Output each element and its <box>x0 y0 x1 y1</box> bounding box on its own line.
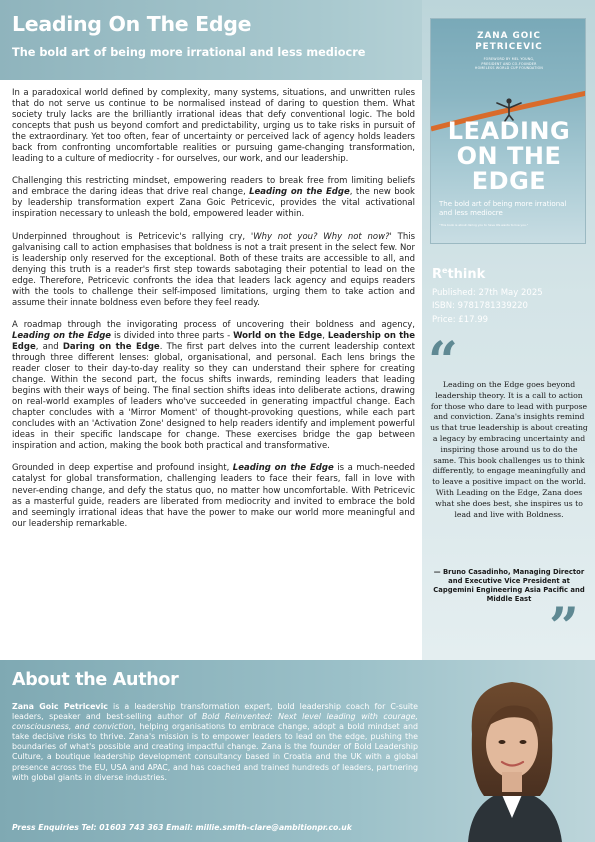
book-cover-image <box>430 18 586 244</box>
quote-open-icon: “ <box>428 331 458 392</box>
book-cover-title: LEADING ON THE EDGE <box>447 117 571 195</box>
publisher-logo: $R^ethink$ <box>432 266 486 282</box>
page-subtitle: The bold art of being more irrational and less mediocre <box>12 46 366 59</box>
about-title: About the Author <box>12 670 179 690</box>
page-title: Leading On The Edge <box>12 12 252 36</box>
article-paragraph: Grounded in deep expertise and profound insight, Leading on the Edge is a much-needed catalyst for global transformation, challenging leaders to face their fears, fall in love with never-ending change, and defy the status quo, no matter how uncomfortable. With Petricevic as a masterful guide, readers are liberated from mediocrity and invited to embrace the bold and seemingly irrational ideas that have the power to make our world more meaningful and our leadership remarkable. <box>12 463 415 529</box>
article-paragraph: Underpinned throughout is Petricevic's rallying cry, 'Why not you? Why not now?' This galvanising call to action emphasises that boldness is not a trait present in the select few. Nor is leadership only reserved for the exceptional. Both of these traits are accessible to all, and denying this truth is a reader's first step towards sabotaging their potential to lead on the edge. Therefore, Petricevic confronts the idea that leaders lack agency and equips readers with the tools to challenge their self-imposed limitations, urging them to take action and assume their innate boldness even before they feel ready. <box>12 231 415 308</box>
article-paragraph: Challenging this restricting mindset, empowering readers to break free from limiting beliefs and embrace the daring ideas that drive real change, Leading on the Edge, the new book by leadership transformation expert Zana Goic Petricevic, provides the vital activational inspiration necessary to unleash the bold, empowered leader within. <box>12 176 415 220</box>
price: Price: £17.99 <box>432 314 489 325</box>
article-paragraph: A roadmap through the invigorating process of uncovering their boldness and agency, Leading on the Edge is divided into three parts - World on the Edge, Leadership on the Edge, and Daring on the Edge. The first part delves into the current leadership context through three different lenses: global, organisational, and personal. Each lens brings the reader closer to their day-to-day reality so they can understand their sphere for creating change. Within the second part, the focus shifts inwards, reminding leaders that leading begins with their ways of being. The final section shifts ideas into deliberate actions, drawing on real-world examples of leaders who've succeeded in generating impactful change. Each chapter concludes with a 'Mirror Moment' of thought-provoking questions, while each part concludes with an 'Activation Zone' designed to help readers identify and implement powerful ideas in their specific landscape for change. These exercises bridge the gap between inspiration and action, making the book both practical and transformative. <box>12 319 415 452</box>
book-cover-author: ZANA GOIC PETRICEVIC <box>475 31 543 52</box>
about-paragraph: Zana Goic Petricevic is a leadership transformation expert, bold leadership coach for C-suite leaders, speaker and best-selling author of Bold Reinvented: Next level leading with courage, consciousness, and conviction, helping organisations to embrace change, adopt a bold mindset and take decisive risks to thrive. Zana's mission is to empower leaders to lead on the edge, pushing the boundaries of what's possible and creating impactful change. Zana is the founder of Bold Leadership Culture, a boutique leadership development consultancy based in Croatia and the UK with a global presence across the EU, USA and APAC, and has coached and trained hundreds of leaders, partnering with global giants in diverse industries. <box>12 702 418 782</box>
publication-info <box>432 287 543 327</box>
published-date: Published: 27th May 2025 <box>432 288 543 298</box>
testimonial-attribution: — Bruno Casadinho, Managing Director and Executive Vice President at Capgemini Engineering Asia Pacific and Middle East <box>433 568 585 603</box>
book-cover-foreword: FOREWORD BY MEL YOUNG, PRESIDENT AND CO-FOUNDER HOMELESS WORLD CUP FOUNDATION <box>474 57 544 70</box>
book-cover-quote: "This book is about daring you to have life wants to live you." <box>439 223 529 227</box>
testimonial-quote: Leading on the Edge goes beyond leadership theory. It is a call to action for those who dare to lead with purpose and conviction. Zana's insights remind us that true leadership is about creating a legacy by embracing uncertainty and inspiring those around us to do the same. This book challenges us to think differently, to engage meaningfully and to leave a positive impact on the world. With Leading on the Edge, Zana does what she does best, she inspires us to lead and live with Boldness. <box>430 380 588 519</box>
main-article <box>12 88 415 541</box>
quote-close-icon: ” <box>549 597 579 658</box>
author-photo <box>428 668 595 842</box>
article-paragraph: In a paradoxical world defined by complexity, many systems, situations, and unwritten rules that do not serve us continue to be normalised instead of daring to question them. What society truly lacks are the brilliantly irrational ideas that defy conventional logic. The bold concepts that push us beyond comfort and predictability, urging us to take risks in pursuit of the extraordinary. Yet too often, fear of uncertainty or perceived lack of agency holds leaders back from confronting uncomfortable realities or pursuing game-changing transformation, leading to a culture of mediocrity - for ourselves, our work, and our leadership. <box>12 88 415 165</box>
book-cover-subtitle: The bold art of being more irrational and less mediocre <box>439 200 567 217</box>
isbn: ISBN: 9781781339220 <box>432 301 528 312</box>
press-enquiries: Press Enquiries Tel: 01603 743 363 Email: millie.smith-clare@ambitionpr.co.uk <box>12 823 352 832</box>
